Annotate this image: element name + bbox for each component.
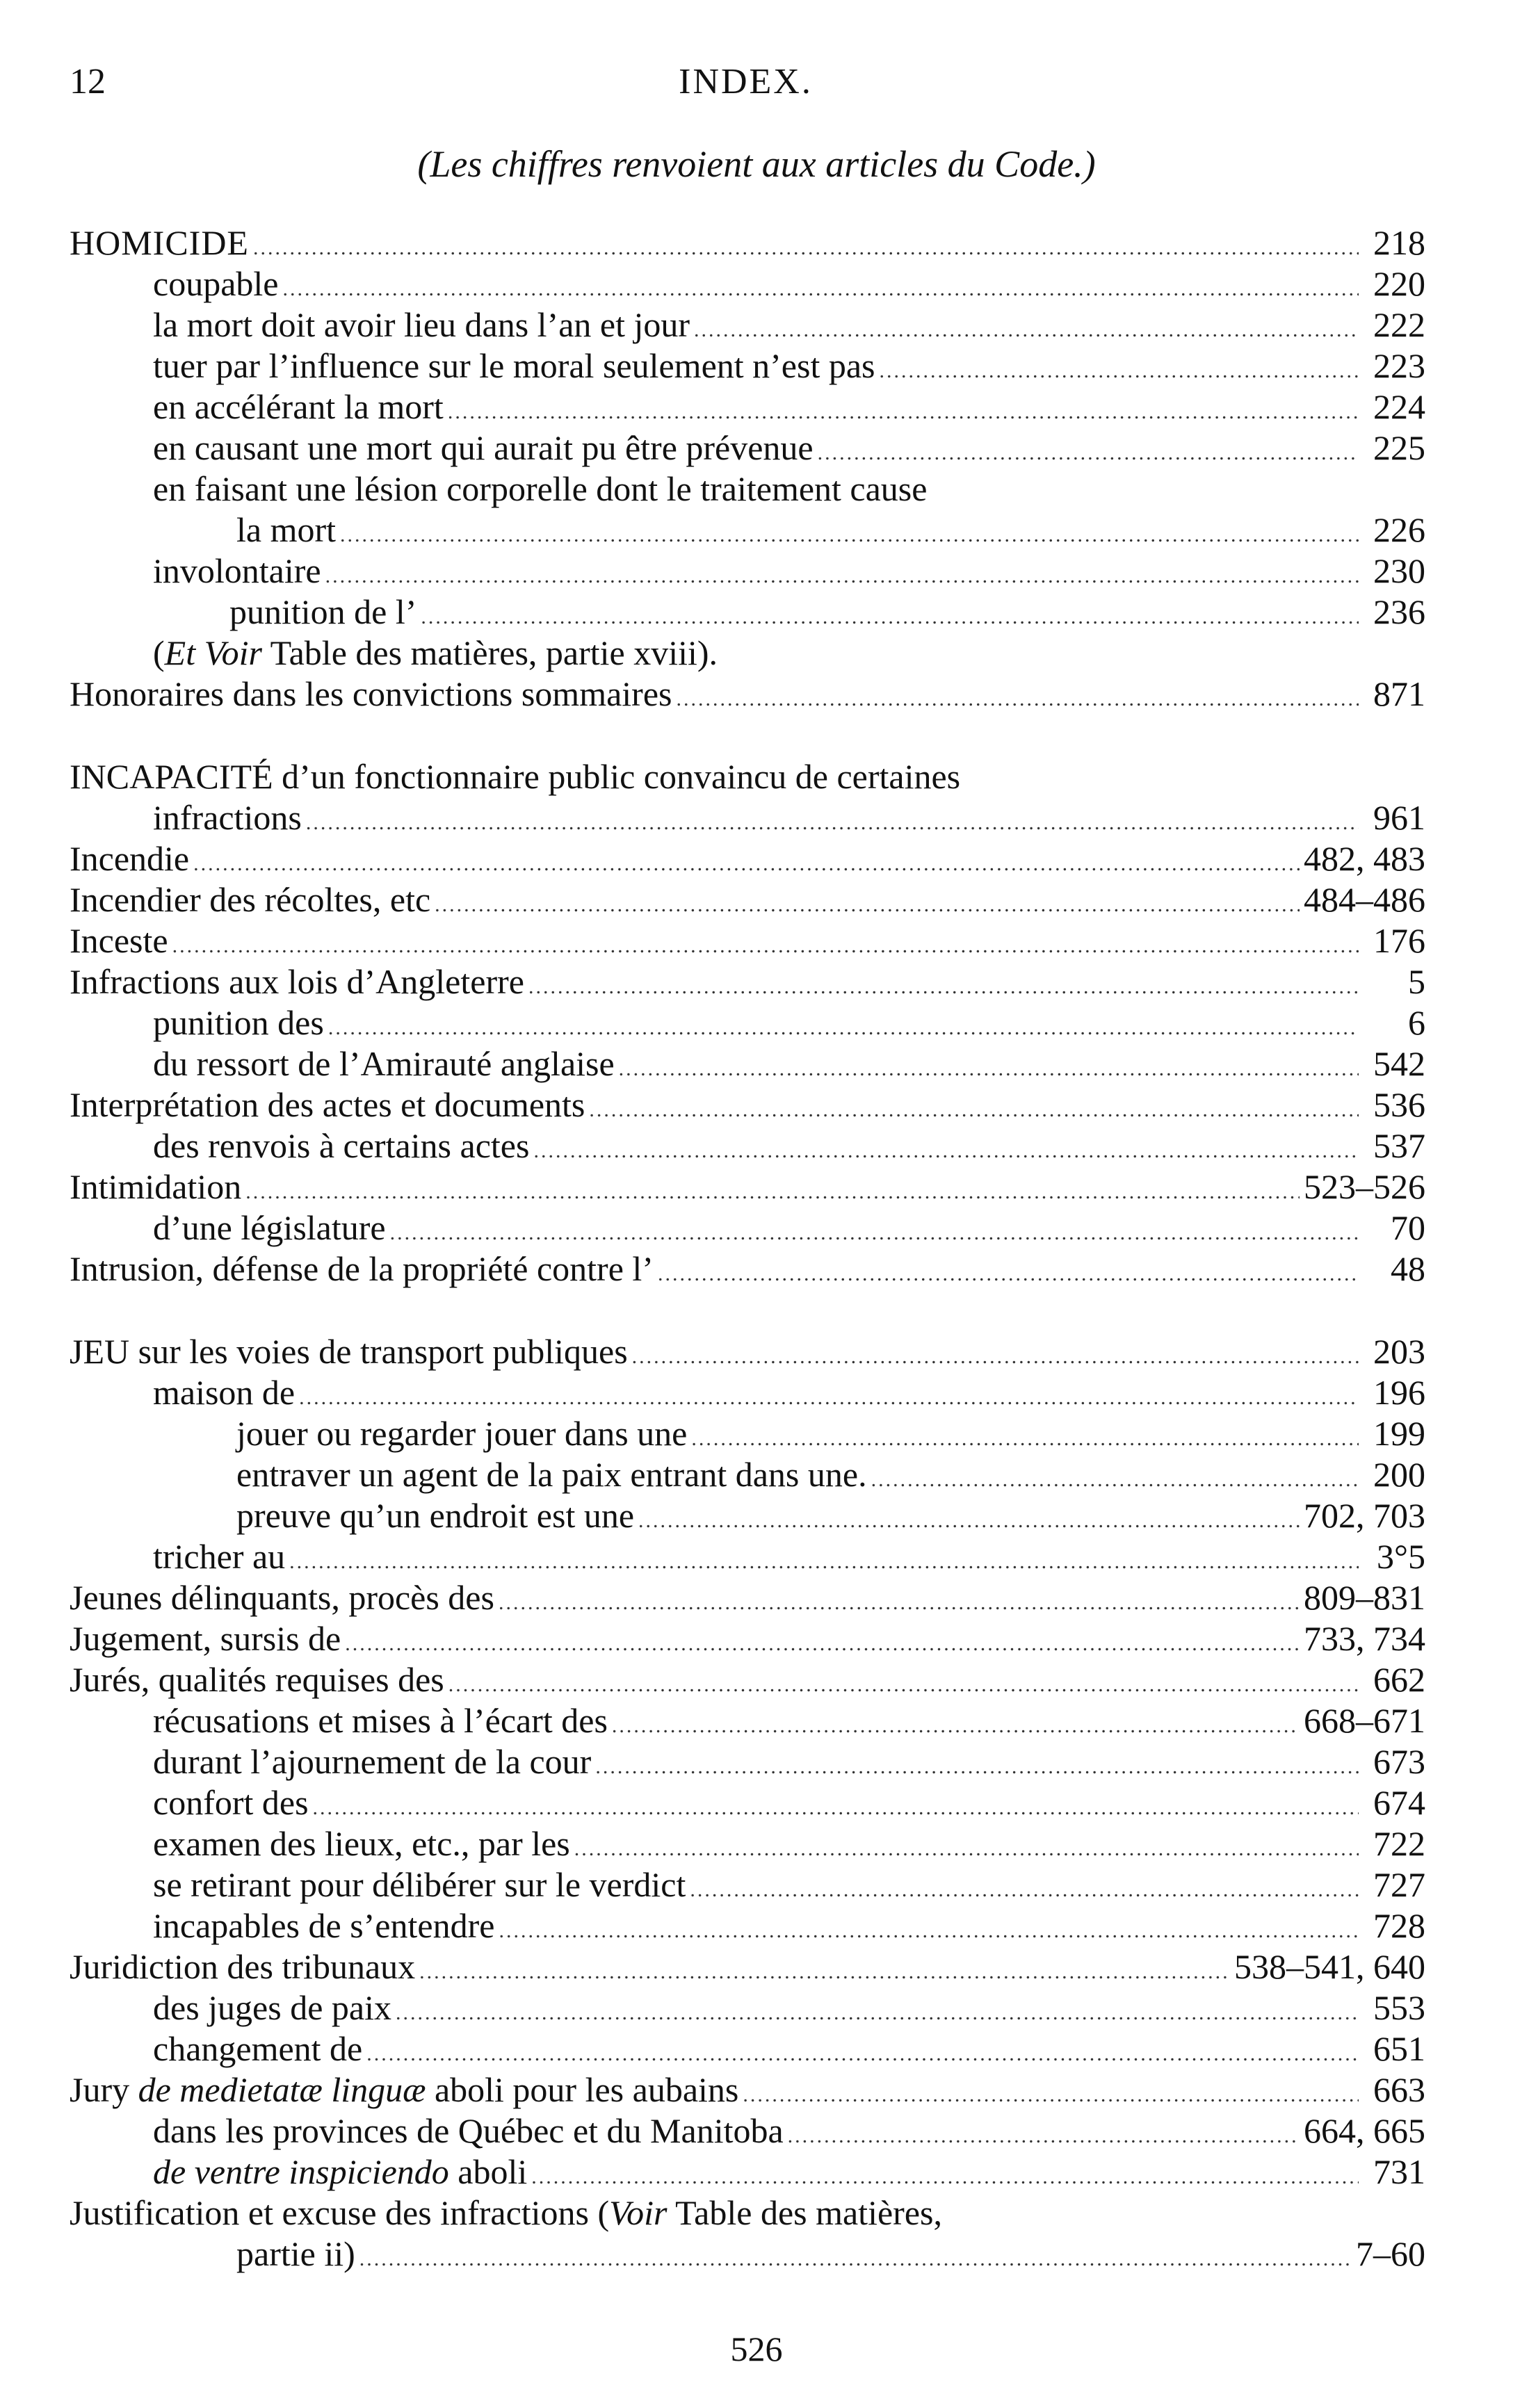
index-entry — [70, 2193, 1425, 2234]
index-entry — [70, 1372, 1425, 1413]
dot-leader — [690, 1869, 1359, 1910]
dot-leader — [313, 1787, 1359, 1828]
index-page-ref: 236 — [1373, 592, 1425, 631]
index-term: punition des — [153, 1003, 324, 1042]
index-entry — [70, 1413, 1425, 1454]
index-term: dans les provinces de Québec et du Manitoba — [153, 2111, 784, 2150]
index-term: infractions — [153, 798, 302, 837]
footer-page-number: 526 — [730, 2329, 783, 2368]
index-term: preuve qu’un endroit est une — [236, 1496, 635, 1535]
index-page-ref: 809–831 — [1304, 1578, 1425, 1617]
index-term: la mort — [236, 510, 337, 549]
index-entry — [70, 1700, 1425, 1741]
index-term: du ressort de l’Amirauté anglaise — [153, 1044, 615, 1083]
dot-leader — [871, 1459, 1359, 1500]
index-entry — [70, 1987, 1425, 2028]
index-entry — [70, 510, 1425, 551]
index-page-ref: 220 — [1373, 264, 1425, 303]
dot-leader — [289, 1541, 1359, 1582]
dot-leader — [328, 1007, 1359, 1048]
index-term: Jeunes délinquants, procès des — [70, 1578, 494, 1617]
dot-leader — [359, 2238, 1352, 2279]
dot-leader — [253, 227, 1359, 268]
dot-leader — [193, 843, 1300, 884]
index-term: se retirant pour délibérer sur le verdict — [153, 1865, 686, 1904]
dot-leader — [574, 1828, 1359, 1869]
index-term: INCAPACITÉ d’un fonctionnaire public convaincu de certaines — [70, 757, 961, 796]
index-entry — [70, 1125, 1425, 1166]
dot-leader — [694, 309, 1359, 350]
index-page-ref: 3°5 — [1377, 1537, 1425, 1576]
index-entry — [70, 222, 1425, 263]
index-entry — [70, 879, 1425, 920]
dot-leader — [366, 2033, 1359, 2074]
index-page-ref: 722 — [1373, 1824, 1425, 1863]
index-page-ref: 226 — [1373, 510, 1425, 549]
dot-leader — [172, 925, 1359, 966]
index-page-ref: 538–541, 640 — [1234, 1947, 1425, 1986]
index-entry — [70, 1536, 1425, 1577]
index-term: HOMICIDE — [70, 223, 249, 262]
index-term: Jury de medietatæ linguæ aboli pour les aubains — [70, 2070, 739, 2109]
index-page-ref: 484–486 — [1304, 880, 1425, 919]
index-entry — [70, 1454, 1425, 1495]
dot-leader — [632, 1336, 1359, 1377]
dot-leader — [499, 1582, 1300, 1623]
index-page-ref: 663 — [1373, 2070, 1425, 2109]
index-term: tuer par l’influence sur le moral seulement n’est pas — [153, 346, 875, 385]
dot-leader — [435, 884, 1300, 925]
page-subtitle: (Les chiffres renvoient aux articles du Code.) — [417, 143, 1096, 185]
index-entry — [70, 469, 1425, 510]
index-page-ref: 536 — [1373, 1085, 1425, 1124]
index-page-ref: 674 — [1373, 1783, 1425, 1822]
index-term: Intrusion, défense de la propriété contre l’ — [70, 1249, 654, 1288]
dot-leader — [880, 350, 1359, 391]
dot-leader — [818, 432, 1359, 473]
page-number: 12 — [70, 62, 106, 101]
index-page-ref: 5 — [1408, 962, 1425, 1001]
index-entry — [70, 1905, 1425, 1946]
index-page-ref: 203 — [1373, 1332, 1425, 1371]
dot-leader — [788, 2115, 1300, 2156]
index-page-ref: 537 — [1373, 1126, 1425, 1165]
index-term: involontaire — [153, 551, 321, 590]
index-page-ref: 199 — [1373, 1414, 1425, 1453]
index-entry — [70, 674, 1425, 715]
index-page-ref: 7–60 — [1356, 2234, 1425, 2273]
index-page-ref: 176 — [1373, 921, 1425, 960]
index-page-ref: 196 — [1373, 1373, 1425, 1412]
index-entry — [70, 1659, 1425, 1700]
dot-leader — [589, 1089, 1359, 1130]
index-term: Infractions aux lois d’Angleterre — [70, 962, 524, 1001]
dot-leader — [658, 1253, 1359, 1294]
index-entry — [70, 1946, 1425, 1987]
index-entry — [70, 1084, 1425, 1125]
index-entry — [70, 2028, 1425, 2069]
index-cross-reference: (Et Voir Table des matières, partie xviii). — [153, 633, 718, 672]
index-term: tricher au — [153, 1537, 286, 1576]
dot-leader — [390, 1212, 1359, 1253]
index-page-ref: 731 — [1373, 2152, 1425, 2191]
index-term: Justification et excuse des infractions (Voir Table des matières, — [70, 2193, 942, 2232]
index-page-ref: 668–671 — [1304, 1701, 1425, 1740]
index-page-ref: 664, 665 — [1304, 2111, 1425, 2150]
index-term: d’une législature — [153, 1208, 386, 1247]
index-term: Interprétation des actes et documents — [70, 1085, 585, 1124]
index-term: JEU sur les voies de transport publiques — [70, 1332, 628, 1371]
index-page-ref: 733, 734 — [1304, 1619, 1425, 1658]
dot-leader — [533, 1130, 1359, 1171]
index-page-ref: 224 — [1373, 387, 1425, 426]
index-term: en faisant une lésion corporelle dont le traitement cause — [153, 469, 928, 508]
index-term: Jugement, sursis de — [70, 1619, 341, 1658]
dot-leader — [638, 1500, 1300, 1541]
index-entry — [70, 592, 1425, 633]
page-title: INDEX. — [679, 62, 813, 101]
index-page-ref: 702, 703 — [1304, 1496, 1425, 1535]
index-term: punition de l’ — [229, 592, 417, 631]
dot-leader — [619, 1048, 1359, 1089]
index-entry — [70, 387, 1425, 428]
index-page-ref: 223 — [1373, 346, 1425, 385]
index-term: en accélérant la mort — [153, 387, 444, 426]
index-term: Intimidation — [70, 1167, 242, 1206]
index-page-ref: 222 — [1373, 305, 1425, 344]
index-page-ref: 523–526 — [1304, 1167, 1425, 1206]
index-entry — [70, 1002, 1425, 1043]
index-term: des renvois à certains actes — [153, 1126, 530, 1165]
index-term: des juges de paix — [153, 1988, 391, 2027]
index-entry — [70, 2151, 1425, 2193]
index-term: Incendie — [70, 839, 190, 878]
dot-leader — [396, 1992, 1359, 2033]
dot-leader — [340, 514, 1359, 555]
index-page-ref: 727 — [1373, 1865, 1425, 1904]
index-term: maison de — [153, 1373, 296, 1412]
index-page-ref: 218 — [1373, 223, 1425, 262]
index-entry — [70, 1207, 1425, 1248]
index-entry — [70, 2069, 1425, 2110]
index-page-ref: 230 — [1373, 551, 1425, 590]
dot-leader — [531, 2156, 1359, 2197]
dot-leader — [612, 1705, 1300, 1746]
index-entry — [70, 1823, 1425, 1864]
index-page-ref: 200 — [1373, 1455, 1425, 1494]
index-entry — [70, 1741, 1425, 1782]
dot-leader — [325, 555, 1359, 596]
dot-leader — [421, 596, 1359, 637]
index-entry — [70, 756, 1425, 797]
index-list — [70, 222, 1425, 2275]
index-page-ref: 673 — [1373, 1742, 1425, 1781]
index-term: de ventre inspiciendo aboli — [153, 2152, 528, 2191]
index-term: changement de — [153, 2029, 363, 2068]
index-entry — [70, 633, 1425, 674]
index-term: incapables de s’entendre — [153, 1906, 495, 1945]
index-entry — [70, 1166, 1425, 1207]
dot-leader — [595, 1746, 1359, 1787]
index-page-ref: 6 — [1408, 1003, 1425, 1042]
dot-leader — [345, 1623, 1300, 1664]
index-page-ref: 651 — [1373, 2029, 1425, 2068]
page-header — [70, 61, 1422, 117]
index-entry — [70, 1248, 1425, 1290]
index-page-ref: 728 — [1373, 1906, 1425, 1945]
index-entry — [70, 1495, 1425, 1536]
index-term: coupable — [153, 264, 279, 303]
index-page-ref: 961 — [1373, 798, 1425, 837]
index-term: confort des — [153, 1783, 309, 1822]
dot-leader — [448, 391, 1359, 432]
index-page-ref: 70 — [1391, 1208, 1425, 1247]
index-entry — [70, 345, 1425, 387]
index-term: Inceste — [70, 921, 168, 960]
index-term: Juridiction des tribunaux — [70, 1947, 416, 1986]
index-term: Jurés, qualités requises des — [70, 1660, 444, 1699]
index-term: entraver un agent de la paix entrant dans une. — [236, 1455, 867, 1494]
dot-leader — [282, 268, 1359, 309]
index-page-ref: 553 — [1373, 1988, 1425, 2027]
index-page-ref: 542 — [1373, 1044, 1425, 1083]
dot-leader — [245, 1171, 1300, 1212]
index-entry — [70, 263, 1425, 304]
index-entry — [70, 1864, 1425, 1905]
index-entry — [70, 1782, 1425, 1823]
index-entry — [70, 551, 1425, 592]
index-term: durant l’ajournement de la cour — [153, 1742, 592, 1781]
index-term: la mort doit avoir lieu dans l’an et jour — [153, 305, 690, 344]
dot-leader — [419, 1951, 1230, 1992]
index-entry — [70, 920, 1425, 961]
dot-leader — [306, 802, 1359, 843]
index-term: récusations et mises à l’écart des — [153, 1701, 608, 1740]
index-entry — [70, 1618, 1425, 1659]
index-page-ref: 48 — [1391, 1249, 1425, 1288]
index-term: Honoraires dans les convictions sommaires — [70, 674, 672, 713]
index-entry — [70, 1577, 1425, 1618]
index-entry — [70, 428, 1425, 469]
index-term: examen des lieux, etc., par les — [153, 1824, 570, 1863]
index-term: partie ii) — [236, 2234, 355, 2273]
dot-leader — [299, 1377, 1359, 1418]
index-entry — [70, 2234, 1425, 2275]
index-entry — [70, 2110, 1425, 2151]
index-term: jouer ou regarder jouer dans une — [236, 1414, 688, 1453]
index-page-ref: 662 — [1373, 1660, 1425, 1699]
index-term: Incendier des récoltes, etc — [70, 880, 431, 919]
dot-leader — [448, 1664, 1359, 1705]
dot-leader — [499, 1910, 1359, 1951]
index-entry — [70, 304, 1425, 345]
dot-leader — [691, 1418, 1359, 1459]
index-page-ref: 871 — [1373, 674, 1425, 713]
index-entry — [70, 1331, 1425, 1372]
dot-leader — [528, 966, 1359, 1007]
dot-leader — [676, 678, 1359, 719]
index-term: en causant une mort qui aurait pu être prévenue — [153, 428, 814, 467]
dot-leader — [743, 2074, 1359, 2115]
index-page-ref: 482, 483 — [1304, 839, 1425, 878]
index-page-ref: 225 — [1373, 428, 1425, 467]
index-entry — [70, 797, 1425, 838]
index-entry — [70, 838, 1425, 879]
index-entry — [70, 961, 1425, 1002]
index-entry — [70, 1043, 1425, 1084]
